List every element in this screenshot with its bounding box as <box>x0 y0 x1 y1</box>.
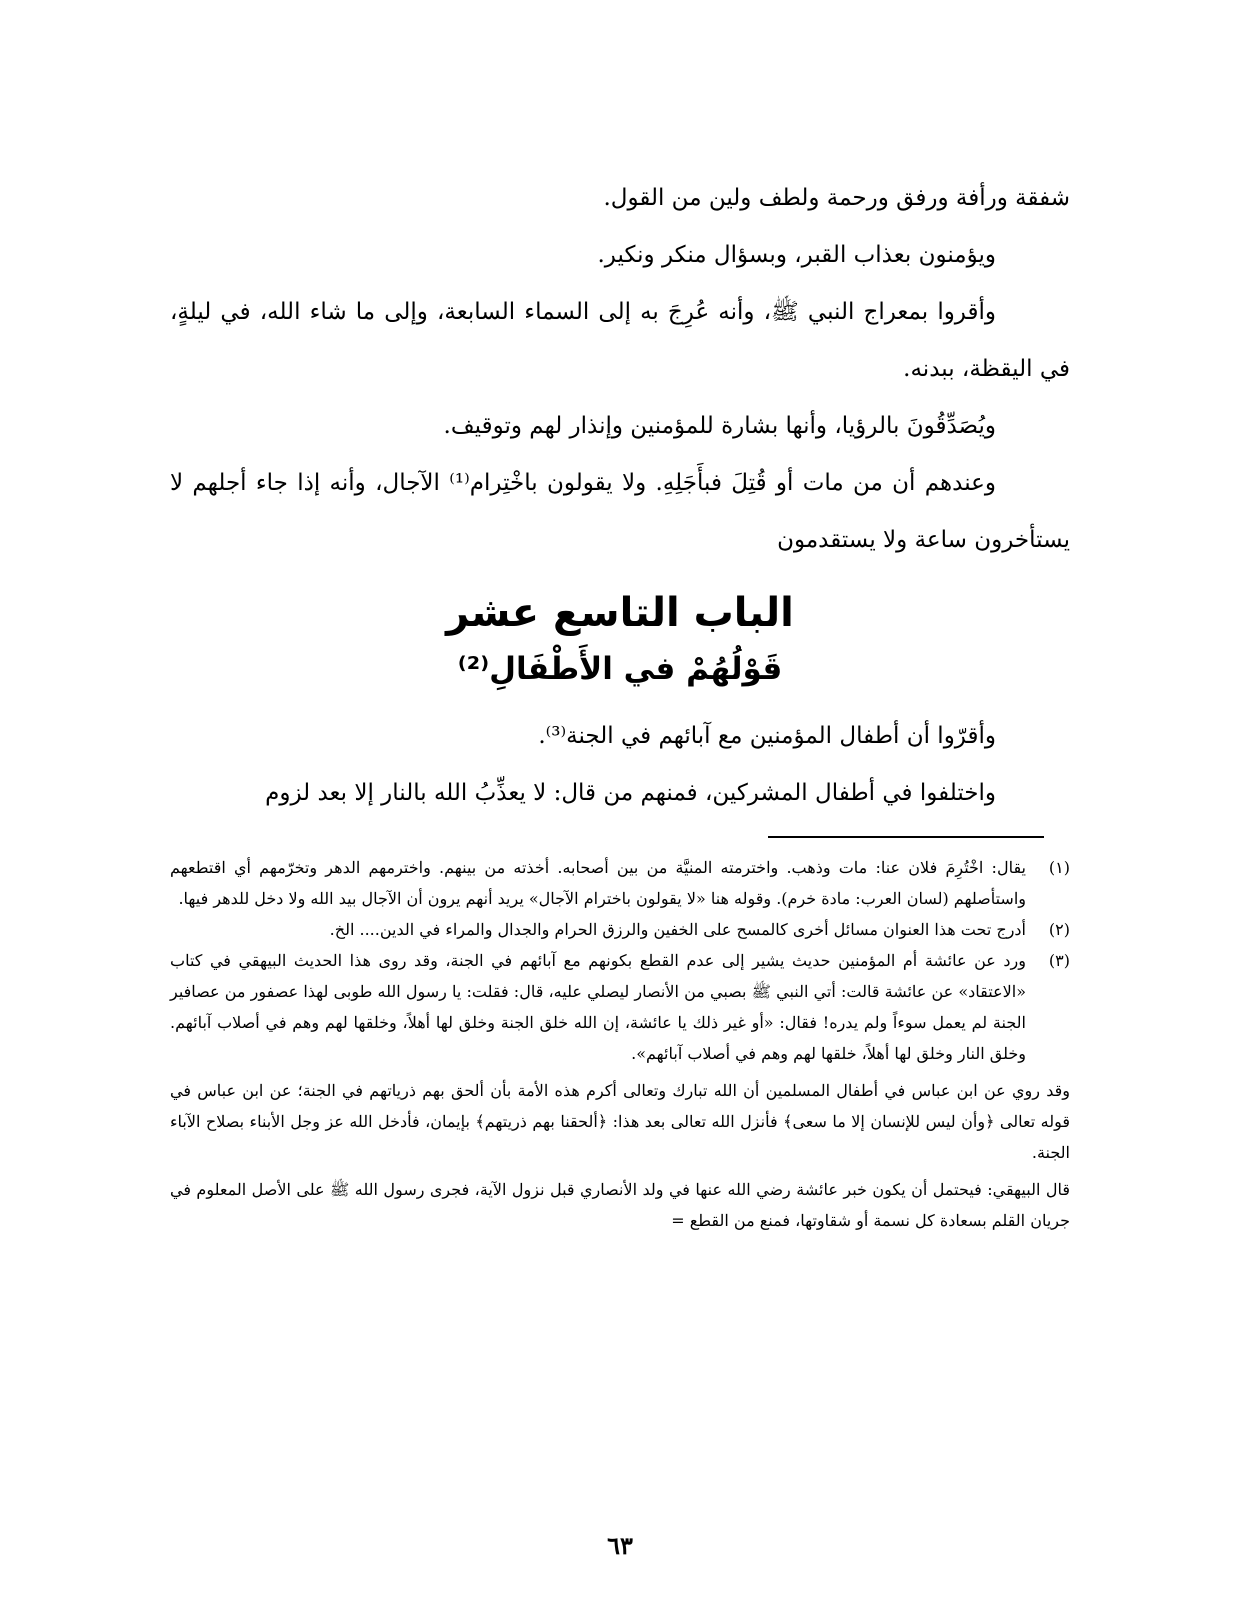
section-paragraph-2: واختلفوا في أطفال المشركين، فمنهم من قال: لا يعذِّبُ الله بالنار إلا بعد لزوم <box>265 780 996 806</box>
chapter-subtitle: قَوْلُهُمْ في الأَطْفَالِ⁽²⁾ <box>457 651 783 687</box>
paragraph-4: ويُصَدِّقُونَ بالرؤيا، وأنها بشارة للمؤمنين وإنذار لهم وتوقيف. <box>443 413 996 439</box>
paragraph-5: وعندهم أن من مات أو قُتِلَ فبأَجَلِهِ. ولا يقولون باخْتِرام⁽¹⁾ الآجال، وأنه إذا جاء أجلهم لا يستأخرون ساعة ولا يستقدمون <box>170 470 1070 553</box>
footnote-body <box>170 945 1026 1069</box>
footnote-text: يقال: اخْتُرِمَ فلان عنا: مات وذهب. واخترمته المنيَّة من بين أصحابه. أخذته من بينهم. واخترمهم الدهر وتخرّمهم أي اقتطعهم واستأصلهم (لسان العرب: مادة خرم). وقوله هنا «لا يقولون باخترام الآجال» يريد أنهم يرون أن الآجال بيد الله ولا دخل للدهر فيها. <box>170 858 1026 908</box>
footnote-body <box>170 914 1026 945</box>
footnote-number: (٢) <box>1048 920 1070 939</box>
footnote-2 <box>170 914 1070 945</box>
footnote-continuation: وقد روي عن ابن عباس في أطفال المسلمين أن الله تبارك وتعالى أكرم هذه الأمة بأن ألحق بهم ذرياتهم في الجنة؛ عن ابن عباس في قوله تعالى ﴿وأن ليس للإنسان إلا ما سعى﴾ فأنزل الله تعالى بعد هذا: ﴿ألحقنا بهم ذريتهم﴾ بإيمان، فأدخل الله عز وجل الأبناء بصلاح الآباء الجنة. <box>170 1081 1070 1162</box>
chapter-title: الباب التاسع عشر <box>446 590 794 636</box>
main-text <box>170 170 1070 569</box>
footnote-text: ورد عن عائشة أم المؤمنين حديث يشير إلى عدم القطع بكونهم مع آبائهم في الجنة، وقد روى هذا الحديث البيهقي في كتاب «الاعتقاد» عن عائشة قالت: أتي النبي ﷺ بصبي من الأنصار ليصلي عليه، قال: فقلت: يا رسول الله طوبى لهذا عصفور من عصافير الجنة لم يعمل سوءاً ولم يدره! فقال: «أو غير ذلك يا عائشة، إن الله خلق الجنة وخلق لها أهلاً، وخلقها لهم وهم في أصلاب آبائهم. وخلق النار وخلق لها أهلاً، خلقها لهم وهم في أصلاب آبائهم». <box>170 951 1026 1063</box>
section-paragraph-1: وأقرّوا أن أطفال المؤمنين مع آبائهم في الجنة⁽³⁾. <box>538 723 996 749</box>
paragraph-1: شفقة ورأفة ورفق ورحمة ولطف ولين من القول. <box>603 185 1070 211</box>
footnote-text: أدرج تحت هذا العنوان مسائل أخرى كالمسح على الخفين والرزق الحرام والجدال والمراء في الدين.... الخ. <box>329 920 1026 939</box>
footnote-continuation: قال البيهقي: فيحتمل أن يكون خبر عائشة رضي الله عنها في ولد الأنصاري قبل نزول الآية، فجرى رسول الله ﷺ على الأصل المعلوم في جريان القلم بسعادة كل نسمة أو شقاوتها، فمنع من القطع = <box>170 1180 1070 1230</box>
page-number: ٦٣ <box>607 1531 633 1560</box>
footnote-3 <box>170 945 1070 1069</box>
footnote-divider <box>768 836 1044 838</box>
paragraph-3: وأقروا بمعراج النبي ﷺ، وأنه عُرِجَ به إلى السماء السابعة، وإلى ما شاء الله، في ليلةٍ، في اليقظة، ببدنه. <box>170 299 1070 382</box>
footnotes <box>170 852 1070 1236</box>
chapter-heading <box>170 586 1070 692</box>
footnote-number: (٣) <box>1048 951 1070 970</box>
footnote-body <box>170 852 1026 914</box>
footnote-number: (١) <box>1048 858 1070 877</box>
footnote-1 <box>170 852 1070 914</box>
paragraph-2: ويؤمنون بعذاب القبر، وبسؤال منكر ونكير. <box>597 242 996 268</box>
section-text <box>170 708 1070 822</box>
